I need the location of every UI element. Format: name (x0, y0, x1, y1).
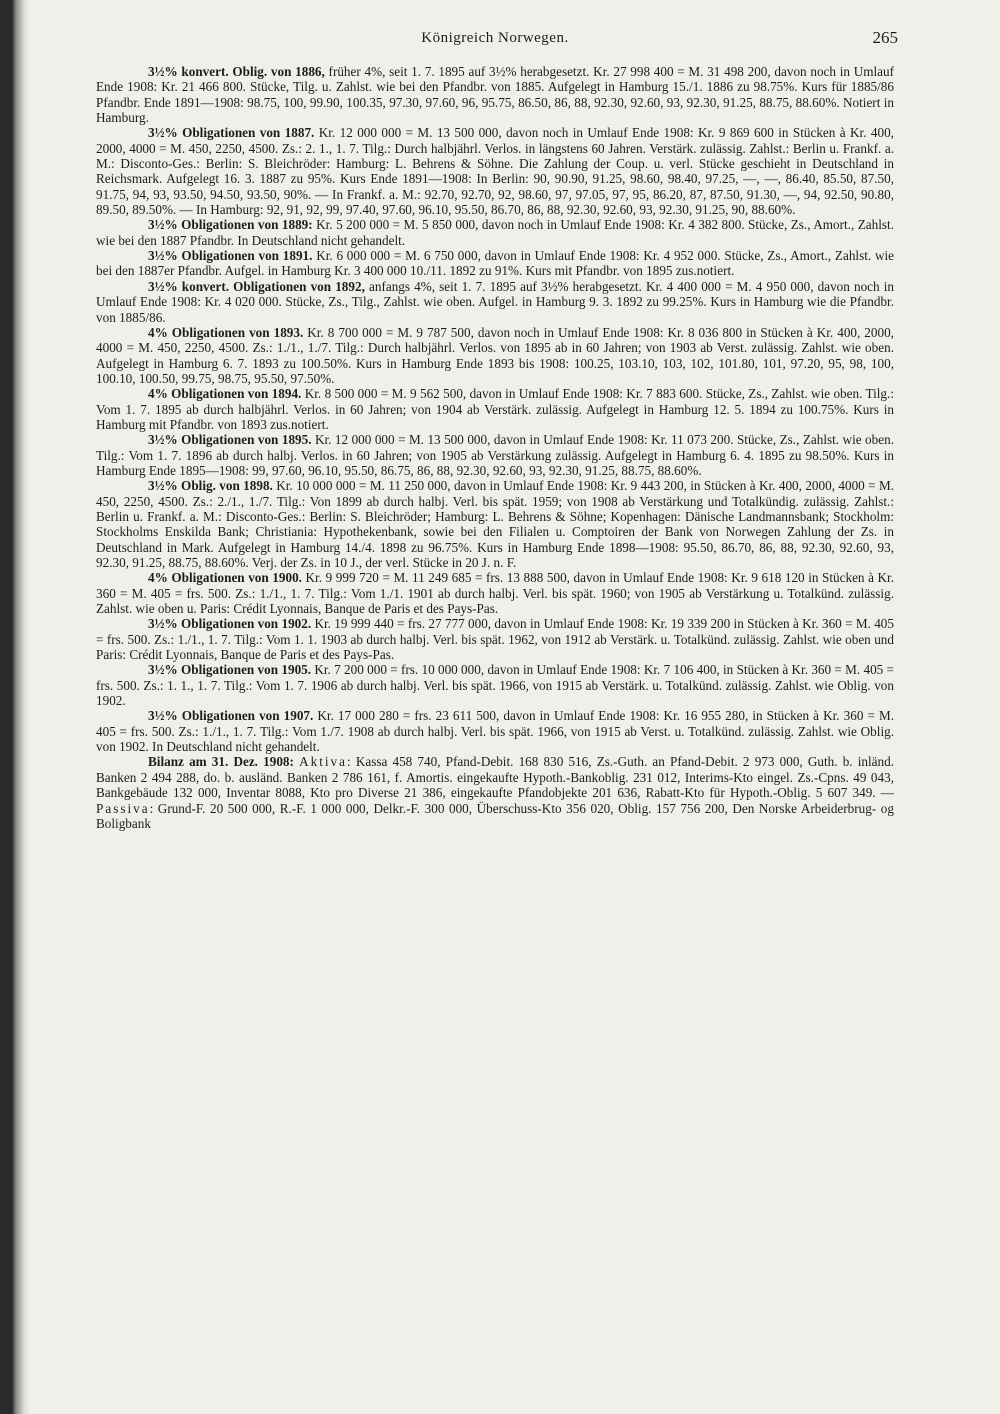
book-binding-edge (0, 0, 30, 1414)
paragraph-heading: 3½% Obligationen von 1895. (148, 432, 312, 448)
paragraph-heading: 3½% Obligationen von 1902. (148, 616, 312, 632)
page-title: Königreich Norwegen. (421, 30, 569, 46)
paragraph-oblig-1886 (96, 64, 894, 125)
paragraph-oblig-1898 (96, 478, 894, 570)
paragraph-bilanz-1908 (96, 754, 894, 831)
paragraph-oblig-1887 (96, 125, 894, 217)
paragraph-heading: 3½% Obligationen von 1889: (148, 217, 313, 233)
paragraph-heading: 3½% konvert. Obligationen von 1892, (148, 278, 365, 294)
page-number: 265 (872, 28, 898, 47)
paragraph-oblig-1895 (96, 432, 894, 478)
paragraph-oblig-1893 (96, 325, 894, 386)
paragraph-oblig-1907 (96, 708, 894, 754)
paragraph-oblig-1892 (96, 279, 894, 325)
paragraph-text: Kr. 19 999 440 = frs. 27 777 000, davon in Umlauf Ende 1908: Kr. 19 339 200 in Stücken à Kr. 360 = M. 405 = frs. 500. Zs.: 1./1., 1. 7. Tilg.: Vom 1. 1. 1903 ab durch halbj. Verl. bis spät. 1962, von 1912 ab Verstärk. u. Totalkünd. zulässig. Zahlst. wie oben und Paris: Crédit Lyonnais, Banque de Paris et des Pays-Pas. (96, 616, 894, 663)
paragraph-heading: 4% Obligationen von 1893. (148, 324, 304, 340)
paragraph-text: Kr. 5 200 000 = M. 5 850 000, davon noch in Umlauf Ende 1908: Kr. 4 382 800. Stücke, Zs., Amort., Zahlst. wie bei den 1887 Pfandbr. In Deutschland nicht gehandelt. (96, 217, 894, 248)
paragraph-heading: Bilanz am 31. Dez. 1908: (148, 754, 294, 770)
aktiva-label: Aktiva (299, 754, 347, 770)
running-header (96, 28, 898, 64)
paragraph-heading: 3½% konvert. Oblig. von 1886, (148, 64, 325, 79)
paragraph-oblig-1894 (96, 386, 894, 432)
paragraph-heading: 3½% Oblig. von 1898. (148, 478, 273, 494)
paragraph-text: Kr. 6 000 000 = M. 6 750 000, davon in Umlauf Ende 1908: Kr. 4 952 000. Stücke, Zs., Amort., Zahlst. wie bei den 1887er Pfandbr. Aufgel. in Hamburg Kr. 3 400 000 10./11. 1892 zu 91%. Kurs mit Pfandbr. von 1895 zus.notiert. (96, 248, 894, 279)
paragraph-text: Kr. 10 000 000 = M. 11 250 000, davon in Umlauf Ende 1908: Kr. 9 443 200, in Stücken à Kr. 400, 2000, 4000 = M. 450, 2250, 4500. Zs.: 2./1., 1./7. Tilg.: Von 1899 ab durch halbj. Verl. bis spät. 1959; von 1908 ab Verstärkung und Totalkündig. zulässig. Zahlst.: Berlin u. Frankf. a. M.: Disconto-Ges.: Berlin: S. Bleichröder; Hamburg: L. Behrens & Söhne; Kopenhagen: Dänische Landmannsbank; Stockholm: Stockholms Enskilda Bank; Christiania: Hypothekenbank, sowie bei den Filialen u. Comptoiren der Bank von Norwegen Zahlung der Zs. in Deutschland in Mark. Aufgelegt in Hamburg 14./4. 1898 zu 96.75%. Kurs in Hamburg Ende 1898—1908: 95.50, 86.70, 86, 88, 92.30, 92.60, 93, 92.30, 91.25, 88.75, 88.60%. Verj. der Zs. in 10 J., der verl. Stücke in 20 J. n. F. (96, 478, 894, 570)
paragraph-oblig-1889 (96, 217, 894, 248)
paragraph-heading: 3½% Obligationen von 1907. (148, 708, 314, 724)
paragraph-oblig-1900 (96, 570, 894, 616)
paragraph-text: Kr. 8 500 000 = M. 9 562 500, davon in Umlauf Ende 1908: Kr. 7 883 600. Stücke, Zs., Zahlst. wie oben. Tilg.: Vom 1. 7. 1895 ab durch halbjährl. Verlos. in 60 Jahren; von 1904 ab Verstärk. zulässig. Aufgelegt in Hamburg 12. 5. 1894 zu 100.75%. Kurs in Hamburg mit Pfandbr. von 1893 zus.notiert. (96, 386, 894, 432)
paragraph-heading: 3½% Obligationen von 1891. (148, 248, 313, 264)
paragraph-text: Kr. 17 000 280 = frs. 23 611 500, davon in Umlauf Ende 1908: Kr. 16 955 280, in Stücken à Kr. 360 = M. 405 = frs. 500. Zs.: 1./1., 1. 7. Tilg.: Vom 1./7. 1908 ab durch halbj. Verl. bis spät. 1966, von 1915 ab Verst. u. Totalkünd. zulässig. Zahlst. wie Oblig. von 1902. In Deutschland nicht gehandelt. (96, 708, 894, 755)
paragraph-text: Kr. 9 999 720 = M. 11 249 685 = frs. 13 888 500, davon in Umlauf Ende 1908: Kr. 9 618 120 in Stücken à Kr. 360 = M. 405 = frs. 500. Zs.: 1./1., 1. 7. Tilg.: Vom 1./1. 1901 ab durch halbj. Verl. bis spät. 1960; von 1905 ab Verstärkung u. Totalkünd. zulässig. Zahlst. wie oben u. Paris: Crédit Lyonnais, Banque de Paris et des Pays-Pas. (96, 570, 894, 617)
paragraph-text: anfangs 4%, seit 1. 7. 1895 auf 3½% herabgesetzt. Kr. 4 400 000 = M. 4 950 000, davon noch in Umlauf Ende 1908: Kr. 4 020 000. Stücke, Zs., Tilg., Zahlst. wie oben. Aufgel. in Hamburg 9. 3. 1892 zu 99.25%. Kurs in Hamburg wie die Pfandbr. von 1885/86. (96, 278, 894, 325)
paragraph-text: Kr. 12 000 000 = M. 13 500 000, davon in Umlauf Ende 1908: Kr. 11 073 200. Stücke, Zs., Zahlst. wie oben. Tilg.: Vom 1. 7. 1896 ab durch halbj. Verlos. in 60 Jahren; von 1905 ab Verstärkung zulässig. Aufgelegt in Hamburg 6. 4. 1895 zu 98.50%. Kurs in Hamburg Ende 1895—1908: 99, 97.60, 96.10, 95.50, 86.75, 86, 88, 92.30, 92.60, 93, 92.30, 91.25, 88.75, 88.60%. (96, 432, 894, 478)
paragraph-text: Kr. 7 200 000 = frs. 10 000 000, davon in Umlauf Ende 1908: Kr. 7 106 400, in Stücken à Kr. 360 = M. 405 = frs. 500. Zs.: 1. 1., 1. 7. Tilg.: Vom 1. 7. 1906 ab durch halbj. Verl. bis spät. 1966, von 1915 ab Verstärk. u. Totalkünd. zulässig. Zahlst. wie Oblig. von 1902. (96, 662, 894, 709)
document-page (96, 28, 898, 831)
paragraph-heading: 4% Obligationen von 1894. (148, 386, 302, 402)
paragraph-text: früher 4%, seit 1. 7. 1895 auf 3½% herabgesetzt. Kr. 27 998 400 = M. 31 498 200, davon noch in Umlauf Ende 1908: Kr. 21 466 800. Stücke, Tilg. u. Zahlst. wie bei den Pfandbr. von 1885. Aufgelegt in Hamburg 15./1. 1886 zu 98.75%. Kurs für 1885/86 Pfandbr. Ende 1891—1908: 98.75, 100, 99.90, 100.35, 97.30, 97.60, 96, 95.75, 86.50, 86, 88, 92.30, 92.60, 93, 92.30, 91.25, 88.75, 88.60%. Notiert in Hamburg. (96, 64, 894, 126)
paragraph-heading: 3½% Obligationen von 1887. (148, 125, 315, 141)
passiva-label: Passiva (96, 800, 150, 816)
paragraph-text: Kr. 8 700 000 = M. 9 787 500, davon noch in Umlauf Ende 1908: Kr. 8 036 800 in Stücken à Kr. 400, 2000, 4000 = M. 450, 2250, 4500. Zs.: 1./1., 1./7. Tilg.: Durch halbjährl. Verlos. von 1895 ab in 60 Jahren; von 1903 ab Verst. zulässig. Zahlst. wie oben. Aufgelegt in Hamburg 6. 7. 1893 zu 100.50%. Kurs in Hamburg Ende 1893 bis 1908: 100.25, 103.10, 103, 102, 101.80, 101, 97.20, 95, 98, 100, 100.10, 100.50, 99.75, 98.75, 95.50, 97.50%. (96, 324, 894, 386)
paragraph-text: Kr. 12 000 000 = M. 13 500 000, davon noch in Umlauf Ende 1908: Kr. 9 869 600 in Stücken à Kr. 400, 2000, 4000 = M. 450, 2250, 4500. Zs.: 2. 1., 1. 7. Tilg.: Durch halbjährl. Verlos. in längstens 60 Jahren. Verstärk. zulässig. Zahlst.: Berlin u. Frankf. a. M.: Disconto-Ges.: Berlin: S. Bleichröder: Hamburg: L. Behrens & Söhne. Die Zahlung der Coup. u. verl. Stücke geschieht in Deutschland in Reichsmark. Aufgelegt 16. 3. 1887 zu 95%. Kurs Ende 1891—1908: In Berlin: 90, 90.90, 91.25, 98.60, 98.40, 97.25, —, —, 86.40, 85.50, 87.50, 91.75, 94, 93, 93.50, 94.50, 93.50, 90%. — In Frankf. a. M.: 92.70, 92.70, 92, 98.60, 97, 97.05, 97, 95, 86.20, 87, 87.50, 91.30, —, 94, 92.50, 90.80, 89.50, 89.50%. — In Hamburg: 92, 91, 92, 99, 97.40, 97.60, 96.10, 95.50, 86.70, 86, 88, 92.30, 92.60, 93, 92.30, 91.25, 90, 88.60%. (96, 125, 894, 218)
paragraph-oblig-1891 (96, 248, 894, 279)
aktiva-text: : Kassa 458 740, Pfand-Debit. 168 830 516, Zs.-Guth. an Pfand-Debit. 2 973 000, Guth. b. inländ. Banken 2 494 288, do. b. ausländ. Banken 2 786 161, f. Amortis. eingekaufte Hypoth.-Bankoblig. 231 012, Interims-Kto eingel. Zs.-Cpns. 49 043, Bankgebäude 132 000, Inventar 8088, Kto pro Diverse 21 386, eingekaufte Pfandobjekte 201 636, Rabatt-Kto für Hypoth.-Oblig. 5 607 349. — (96, 754, 895, 801)
paragraph-oblig-1905 (96, 662, 894, 708)
paragraph-heading: 3½% Obligationen von 1905. (148, 662, 312, 678)
passiva-text: : Grund-F. 20 500 000, R.-F. 1 000 000, Delkr.-F. 300 000, Überschuss-Kto 356 020, Oblig. 157 756 200, Den Norske Arbeiderbrug- og Boligbank (96, 800, 894, 831)
paragraph-oblig-1902 (96, 616, 894, 662)
paragraph-heading: 4% Obligationen von 1900. (148, 570, 302, 586)
